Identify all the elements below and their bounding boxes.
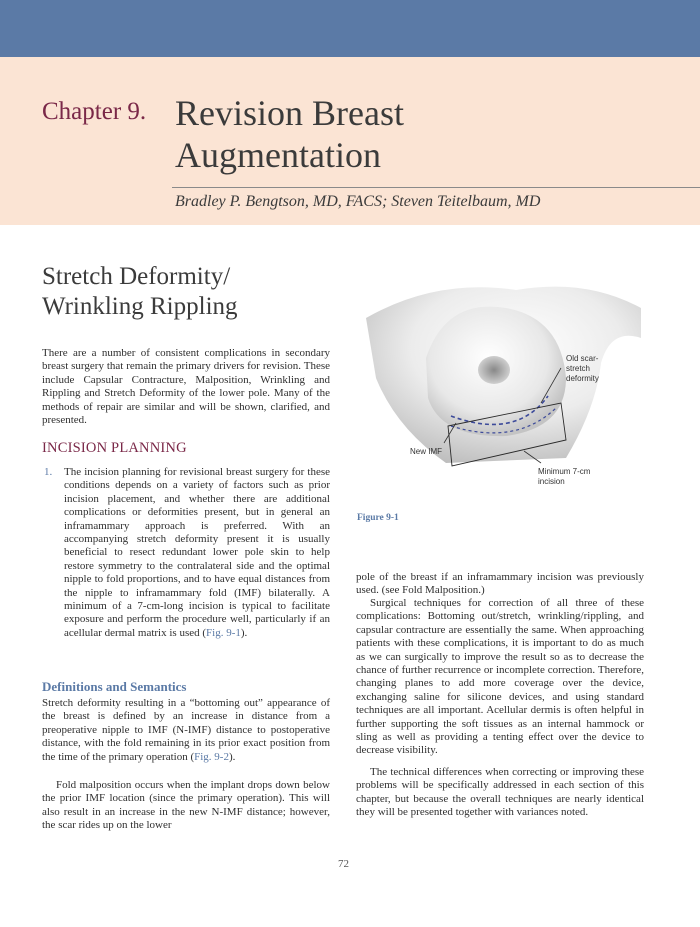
- incision-list-item: [64, 466, 330, 640]
- figure-reference-link[interactable]: Fig. 9-1: [206, 626, 241, 639]
- label-minimum-2: incision: [538, 477, 565, 486]
- figure-reference-link[interactable]: Fig. 9-2: [194, 750, 229, 763]
- definitions-paragraph-1: [42, 697, 330, 764]
- section-title: [42, 262, 342, 322]
- right-paragraph-3: The technical differences when correcting or improving these problems will be specifically addressed in each section of this chapter, but because the overall techniques are nearly identical they will be presented together with variances noted.: [356, 766, 644, 819]
- authors: Bradley P. Bengtson, MD, FACS; Steven Teitelbaum, MD: [175, 193, 541, 210]
- list-item-number: 1.: [44, 466, 53, 478]
- label-old-scar-3: deformity: [566, 374, 599, 383]
- top-color-band: [0, 0, 700, 57]
- chapter-title: [175, 92, 404, 176]
- definitions-text-end: ).: [228, 750, 236, 763]
- label-minimum-1: Minimum 7-cm: [538, 467, 591, 476]
- header-rule: [172, 187, 700, 188]
- label-old-scar-2: stretch: [566, 364, 591, 373]
- definitions-heading: Definitions and Semantics: [42, 679, 187, 694]
- breast-illustration: [356, 268, 644, 503]
- intro-paragraph: There are a number of consistent complications in secondary breast surgery that remain the primary drivers for revision. These include Capsular Contracture, Malposition, Wrinkling and Rippling and Stretch Deformity of the lower pole. Many of the methods of repair are similar and will be shown, clarified, and presented.: [42, 347, 330, 427]
- chapter-title-line2: Augmentation: [175, 135, 381, 175]
- incision-text-end: ).: [240, 626, 248, 639]
- section-title-line2: Wrinkling Rippling: [42, 293, 238, 320]
- chapter-label: Chapter 9.: [42, 98, 147, 125]
- incision-planning-heading: INCISION PLANNING: [42, 440, 187, 456]
- right-paragraph-1: pole of the breast if an inframammary incision was previously used. (see Fold Malposition.): [356, 571, 644, 597]
- right-paragraph-2: Surgical techniques for correction of all three of these complications: Bottoming out/stretch, wrinkling/rippling, and capsular contracture are essentially the same. When approaching patients with these complications, it is important to do as much as we can surgically to improve the result so as to decrease the chance of further recurrence or incomplete correction. Therefore, changing planes to add more coverage over the device, exchanging saline for silicone devices, and using standard techniques are all important. Acellular dermis is often helpful in further supporting the soft tissues as an internal hammock or sling as well as providing a tenting effect over the device to decrease visibility.: [356, 597, 644, 757]
- incision-text: The incision planning for revisional breast surgery for these conditions depends on a variety of factors such as prior incision placement, and whether there are additional complications or deformities present, but in general an inframammary approach is preferred. With an accompanying stretch deformity present it is usually beneficial to resect redundant lower pole skin to help restore symmetry to the contralateral side and the optimal nipple to fold proportions, and to have equal distances from the nipple to inframammary fold (IMF) bilaterally. A minimum of a 7-cm-long incision is typical to facilitate exposure and perform the procedure well, particularly if an acellular dermal matrix is used (: [64, 466, 330, 639]
- figure-illustration: [356, 268, 644, 503]
- definitions-paragraph-2: Fold malposition occurs when the implant drops down below the prior IMF location (since the primary operation). This will also result in an increase in the new N-IMF distance; however, the scar rides up on the lower: [42, 779, 330, 832]
- label-new-imf: New IMF: [410, 447, 442, 456]
- label-old-scar-1: Old scar-: [566, 354, 599, 363]
- chapter-title-line1: Revision Breast: [175, 93, 404, 133]
- section-title-line1: Stretch Deformity/: [42, 263, 231, 290]
- page-number: 72: [338, 858, 349, 870]
- definitions-text: Stretch deformity resulting in a “bottoming out” appearance of the breast is defined by an increase in distance from a preoperative nipple to IMF (N-IMF) distance to postoperative distance, with the fold remaining in its prior exact position from the time of the primary operation (: [42, 697, 330, 763]
- figure-caption: Figure 9-1: [357, 513, 399, 523]
